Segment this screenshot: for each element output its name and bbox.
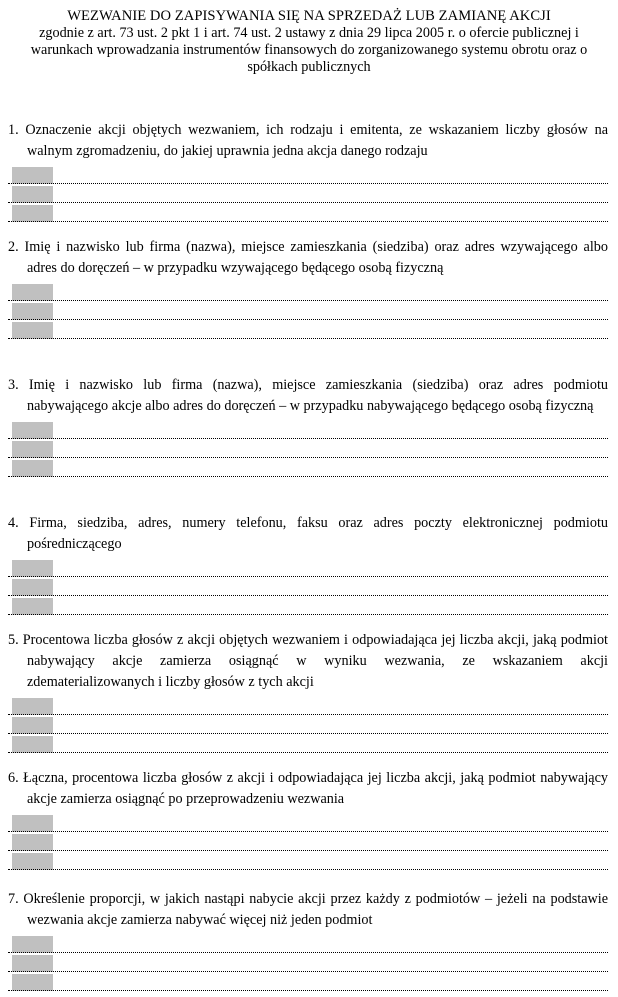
field-marker: [12, 186, 53, 203]
section-question: 1. Oznaczenie akcji objętych wezwaniem, ich rodzaju i emitenta, ze wskazaniem liczby głosów na walnym zgromadzeniu, do jakiej uprawnia jedna akcja danego rodzaju: [8, 122, 608, 159]
section-question: 2. Imię i nazwisko lub firma (nazwa), miejsce zamieszkania (siedziba) oraz adres wzywającego albo adres do doręczeń – w przypadku wzywającego będącego osobą fizyczną: [8, 239, 608, 276]
dotted-line: [8, 576, 608, 577]
answer-field[interactable]: [8, 303, 608, 320]
answer-field[interactable]: [8, 186, 608, 203]
answer-fields: [8, 698, 608, 753]
answer-field[interactable]: [8, 205, 608, 222]
section-question: 5. Procentowa liczba głosów z akcji objętych wezwaniem i odpowiadająca jej liczba akcji, jaką podmiot nabywający akcje zamierza osiągnąć w wyniku wezwania, ze wskazaniem akcji zdematerializowanych i liczby głosów z tych akcji: [8, 632, 608, 690]
answer-fields: [8, 815, 608, 870]
answer-field[interactable]: [8, 853, 608, 870]
dotted-line: [8, 338, 608, 339]
dotted-line: [8, 183, 608, 184]
section-4: [8, 513, 608, 617]
section-question: 4. Firma, siedziba, adres, numery telefonu, faksu oraz adres poczty elektronicznej podmiotu pośredniczącego: [8, 515, 608, 552]
answer-field[interactable]: [8, 284, 608, 301]
answer-field[interactable]: [8, 974, 608, 991]
dotted-line: [8, 614, 608, 615]
answer-field[interactable]: [8, 441, 608, 458]
dotted-line: [8, 202, 608, 203]
dotted-line: [8, 714, 608, 715]
dotted-line: [8, 733, 608, 734]
answer-field[interactable]: [8, 322, 608, 339]
answer-fields: [8, 560, 608, 615]
answer-field[interactable]: [8, 560, 608, 577]
field-marker: [12, 698, 53, 715]
section-6: [8, 768, 608, 872]
section-question: 7. Określenie proporcji, w jakich nastąpi nabycie akcji przez każdy z podmiotów – jeżeli na podstawie wezwania akcje zamierza nabywać więcej niż jeden podmiot: [8, 891, 608, 928]
field-marker: [12, 441, 53, 458]
dotted-line: [8, 752, 608, 753]
field-marker: [12, 322, 53, 339]
answer-field[interactable]: [8, 698, 608, 715]
dotted-line: [8, 831, 608, 832]
field-marker: [12, 422, 53, 439]
section-7: [8, 889, 608, 993]
section-5: [8, 630, 608, 755]
field-marker: [12, 834, 53, 851]
section-question: 3. Imię i nazwisko lub firma (nazwa), miejsce zamieszkania (siedziba) oraz adres podmiotu nabywającego akcje albo adres do doręczeń – w przypadku nabywającego będącego osobą fizyczną: [8, 377, 608, 414]
dotted-line: [8, 221, 608, 222]
field-marker: [12, 167, 53, 184]
field-marker: [12, 853, 53, 870]
answer-field[interactable]: [8, 736, 608, 753]
field-marker: [12, 303, 53, 320]
dotted-line: [8, 476, 608, 477]
dotted-line: [8, 319, 608, 320]
section-2: [8, 237, 608, 341]
field-marker: [12, 284, 53, 301]
field-marker: [12, 955, 53, 972]
answer-fields: [8, 167, 608, 222]
answer-field[interactable]: [8, 834, 608, 851]
section-question: 6. Łączna, procentowa liczba głosów z akcji i odpowiadająca jej liczba akcji, jaką podmiot nabywający akcje zamierza osiągnąć po przeprowadzeniu wezwania: [8, 770, 608, 807]
dotted-line: [8, 438, 608, 439]
field-marker: [12, 736, 53, 753]
field-marker: [12, 936, 53, 953]
document-subtitle: zgodnie z art. 73 ust. 2 pkt 1 i art. 74 ust. 2 ustawy z dnia 29 lipca 2005 r. o ofercie publicznej i warunkach wprowadzania instrumentów finansowych do zorganizowanego systemu obrotu oraz o spółkach publicznych: [30, 25, 588, 75]
dotted-line: [8, 595, 608, 596]
dotted-line: [8, 850, 608, 851]
answer-field[interactable]: [8, 598, 608, 615]
answer-field[interactable]: [8, 936, 608, 953]
section-3: [8, 375, 608, 479]
dotted-line: [8, 952, 608, 953]
field-marker: [12, 205, 53, 222]
dotted-line: [8, 300, 608, 301]
field-marker: [12, 460, 53, 477]
dotted-line: [8, 869, 608, 870]
field-marker: [12, 598, 53, 615]
answer-field[interactable]: [8, 422, 608, 439]
field-marker: [12, 560, 53, 577]
answer-fields: [8, 284, 608, 339]
answer-field[interactable]: [8, 955, 608, 972]
field-marker: [12, 717, 53, 734]
dotted-line: [8, 990, 608, 991]
document-header: [20, 8, 598, 76]
dotted-line: [8, 457, 608, 458]
answer-field[interactable]: [8, 815, 608, 832]
section-1: [8, 120, 608, 224]
field-marker: [12, 579, 53, 596]
document-title: WEZWANIE DO ZAPISYWANIA SIĘ NA SPRZEDAŻ LUB ZAMIANĘ AKCJI: [67, 8, 551, 24]
answer-field[interactable]: [8, 167, 608, 184]
answer-field[interactable]: [8, 460, 608, 477]
field-marker: [12, 974, 53, 991]
answer-fields: [8, 422, 608, 477]
field-marker: [12, 815, 53, 832]
answer-field[interactable]: [8, 579, 608, 596]
answer-fields: [8, 936, 608, 991]
answer-field[interactable]: [8, 717, 608, 734]
dotted-line: [8, 971, 608, 972]
